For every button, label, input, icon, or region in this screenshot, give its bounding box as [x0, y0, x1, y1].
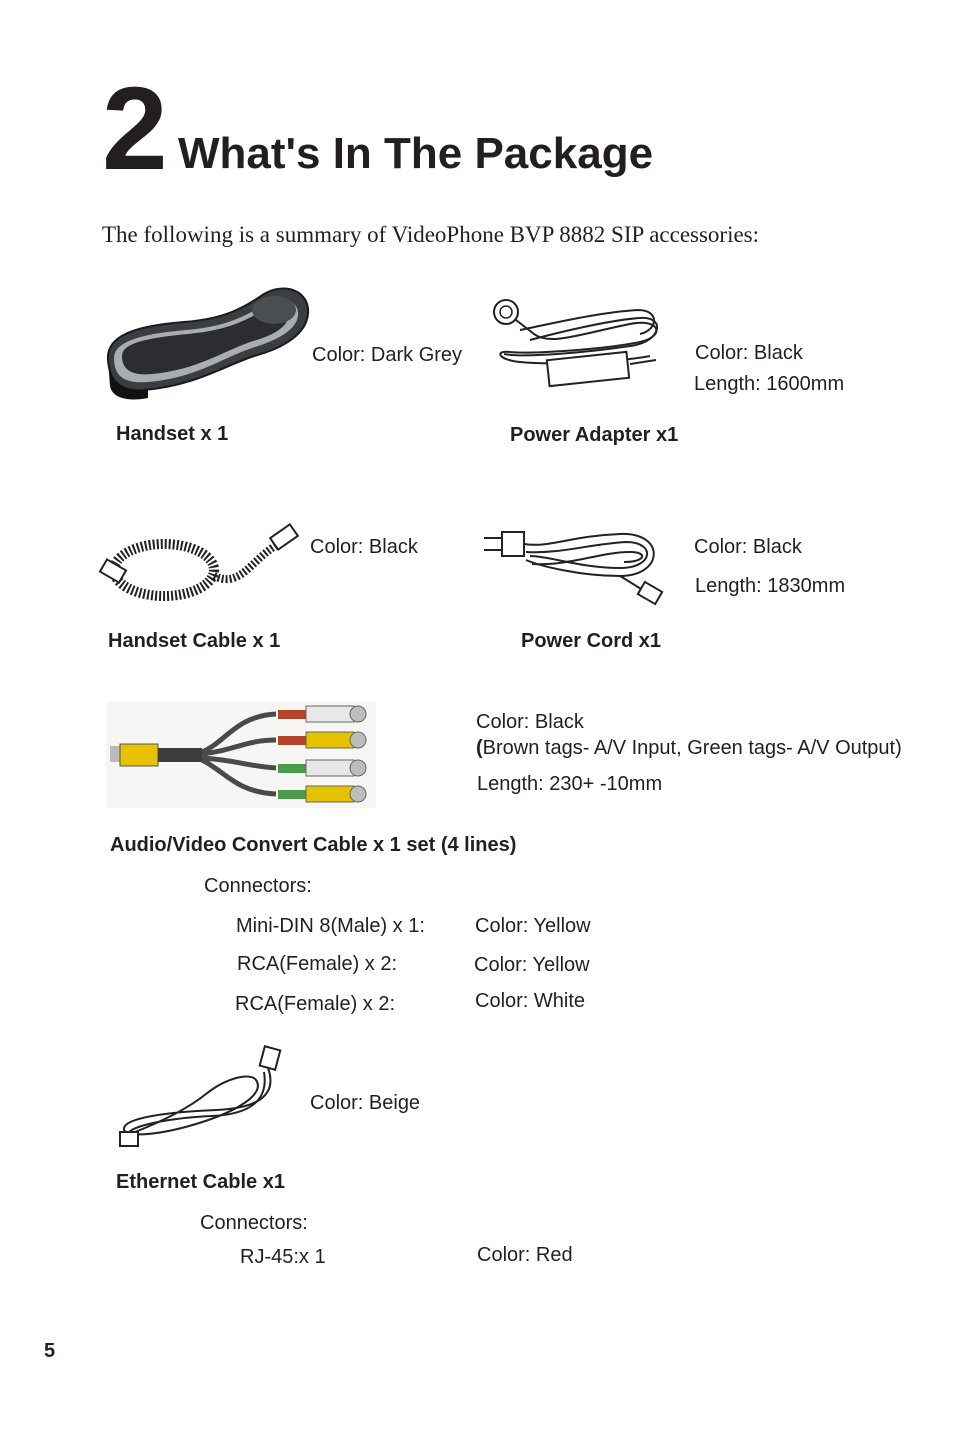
page-number: 5	[44, 1340, 56, 1362]
power-cord-image	[480, 526, 670, 604]
power-adapter-length: Length: 1600mm	[694, 373, 845, 395]
av-cable-tags-text: Brown tags- A/V Input, Green tags- A/V Output)	[482, 737, 902, 759]
intro-text: The following is a summary of VideoPhone BVP 8882 SIP accessories:	[102, 222, 760, 247]
av-connector-name: RCA(Female) x 2:	[237, 953, 398, 975]
handset-cable-image	[100, 522, 305, 614]
chapter-number: 2	[102, 63, 164, 195]
handset-image	[104, 286, 312, 406]
handset-cable-caption: Handset Cable x 1	[108, 630, 281, 652]
av-connectors-label: Connectors:	[204, 875, 312, 897]
ethernet-connector-color: Color: Red	[477, 1244, 573, 1266]
handset-color: Color: Dark Grey	[312, 344, 463, 366]
power-cord-caption: Power Cord x1	[521, 630, 662, 652]
power-cord-color: Color: Black	[694, 536, 802, 558]
ethernet-cable-color: Color: Beige	[310, 1092, 421, 1114]
power-adapter-color: Color: Black	[695, 342, 803, 364]
power-cord-length: Length: 1830mm	[695, 575, 846, 597]
ethernet-connector-name: RJ-45:x 1	[240, 1246, 326, 1268]
handset-cable-color: Color: Black	[310, 536, 418, 558]
av-cable-tags	[476, 737, 902, 760]
ethernet-cable-image	[116, 1044, 284, 1150]
handset-caption: Handset x 1	[116, 423, 229, 445]
av-cable-image	[106, 702, 376, 808]
power-adapter-caption: Power Adapter x1	[510, 424, 679, 446]
ethernet-cable-caption: Ethernet Cable x1	[116, 1171, 285, 1193]
av-cable-color: Color: Black	[476, 711, 584, 733]
av-cable-tags-paren: (	[476, 737, 483, 759]
ethernet-connectors-label: Connectors:	[200, 1212, 308, 1234]
av-connector-color: Color: White	[475, 990, 586, 1012]
power-adapter-image	[490, 294, 670, 394]
av-connector-name: RCA(Female) x 2:	[235, 993, 396, 1015]
av-cable-caption: Audio/Video Convert Cable x 1 set (4 lines)	[110, 834, 517, 856]
chapter-title: What's In The Package	[178, 129, 654, 178]
av-cable-length: Length: 230+ -10mm	[477, 773, 663, 795]
av-connector-color: Color: Yellow	[475, 915, 591, 937]
av-connector-color: Color: Yellow	[474, 954, 590, 976]
av-connector-name: Mini-DIN 8(Male) x 1:	[236, 915, 425, 937]
